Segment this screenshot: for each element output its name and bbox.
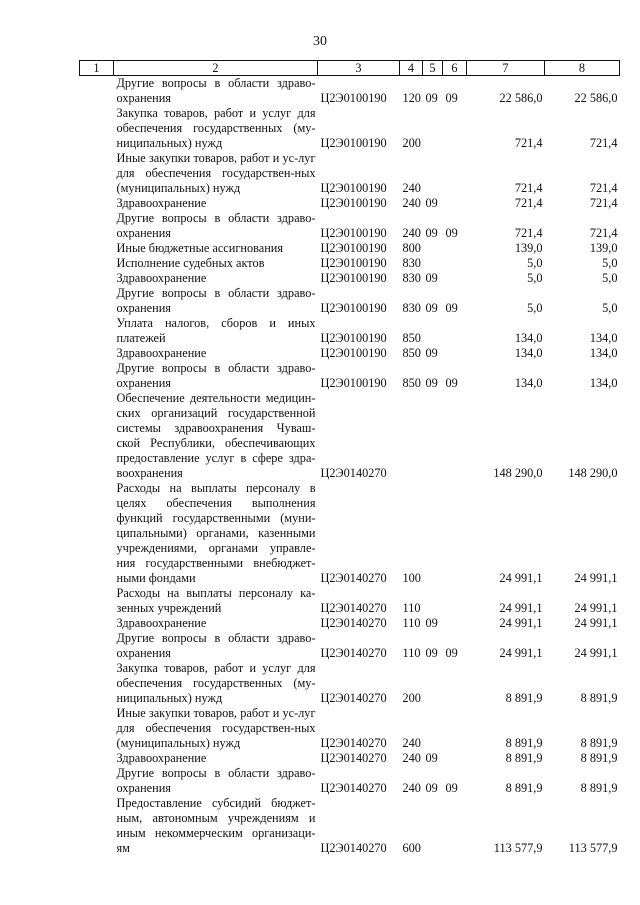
subsection-code: 09 xyxy=(445,91,458,105)
target-article-code: Ц2Э0140270 xyxy=(320,601,387,615)
column-header: 6 xyxy=(443,61,467,76)
subsection-code: 09 xyxy=(445,226,458,240)
table-row xyxy=(80,481,620,586)
target-article-code: Ц2Э0140270 xyxy=(320,616,387,630)
item-name: Обеспечение деятельности медицин-ских организаций государственной системы здравоохранения Чуваш-ской Республики, обеспечивающих предоставление услуг в сфере здра-воохранения xyxy=(116,391,316,480)
amount-col-7: 721,4 xyxy=(514,181,543,195)
section-code xyxy=(423,241,443,256)
expense-type-code: 240 xyxy=(402,226,421,240)
target-article-code: Ц2Э0140270 xyxy=(320,646,387,660)
target-article-code: Ц2Э0100190 xyxy=(320,181,387,195)
section-code xyxy=(423,106,443,151)
target-article-code: Ц2Э0100190 xyxy=(320,271,387,285)
row-number-cell xyxy=(80,751,114,766)
amount-col-8: 24 991,1 xyxy=(574,571,618,585)
amount-col-8: 5,0 xyxy=(602,301,618,315)
item-name: Другие вопросы в области здраво-охранения xyxy=(116,631,316,660)
amount-col-8: 24 991,1 xyxy=(574,601,618,615)
amount-col-7: 721,4 xyxy=(514,196,543,210)
table-row xyxy=(80,106,620,151)
amount-col-8: 721,4 xyxy=(589,196,618,210)
row-number-cell xyxy=(80,316,114,346)
section-code: 09 xyxy=(425,271,438,285)
amount-col-7: 134,0 xyxy=(514,331,543,345)
target-article-code: Ц2Э0140270 xyxy=(320,751,387,765)
row-number-cell xyxy=(80,196,114,211)
item-name: Другие вопросы в области здраво-охранения xyxy=(116,76,316,105)
column-header: 4 xyxy=(400,61,423,76)
target-article-code: Ц2Э0100190 xyxy=(320,136,387,150)
section-code: 09 xyxy=(425,301,438,315)
page-number: 30 xyxy=(313,34,327,49)
target-article-code: Ц2Э0140270 xyxy=(320,466,387,480)
section-code: 09 xyxy=(425,346,438,360)
target-article-code: Ц2Э0100190 xyxy=(320,376,387,390)
row-number-cell xyxy=(80,481,114,586)
subsection-code xyxy=(443,151,467,196)
section-code: 09 xyxy=(425,376,438,390)
amount-col-8: 148 290,0 xyxy=(568,466,618,480)
table-body xyxy=(80,76,620,857)
amount-col-8: 8 891,9 xyxy=(580,781,618,795)
amount-col-7: 24 991,1 xyxy=(499,571,543,585)
item-name: Другие вопросы в области здраво-охранения xyxy=(116,211,316,240)
item-name: Иные закупки товаров, работ и ус-луг для обеспечения государствен-ных (муниципальных) нужд xyxy=(116,706,316,750)
item-name: Здравоохранение xyxy=(116,196,207,210)
expense-type-code: 240 xyxy=(402,751,421,765)
subsection-code xyxy=(443,616,467,631)
table-row xyxy=(80,286,620,316)
subsection-code xyxy=(443,346,467,361)
table-row xyxy=(80,796,620,856)
section-code: 09 xyxy=(425,91,438,105)
amount-col-8: 22 586,0 xyxy=(574,91,618,105)
table-row xyxy=(80,391,620,481)
row-number-cell xyxy=(80,256,114,271)
amount-col-8: 721,4 xyxy=(589,181,618,195)
amount-col-8: 139,0 xyxy=(589,241,618,255)
item-name: Другие вопросы в области здраво-охранения xyxy=(116,766,316,795)
amount-col-7: 139,0 xyxy=(514,241,543,255)
amount-col-7: 5,0 xyxy=(527,271,543,285)
table-row xyxy=(80,211,620,241)
section-code: 09 xyxy=(425,616,438,630)
table-row xyxy=(80,241,620,256)
row-number-cell xyxy=(80,361,114,391)
expense-type-code: 830 xyxy=(402,256,421,270)
subsection-code xyxy=(443,706,467,751)
item-name: Другие вопросы в области здраво-охранения xyxy=(116,361,316,390)
row-number-cell xyxy=(80,706,114,751)
target-article-code: Ц2Э0100190 xyxy=(320,301,387,315)
amount-col-7: 721,4 xyxy=(514,226,543,240)
section-code: 09 xyxy=(425,646,438,660)
column-header: 3 xyxy=(318,61,400,76)
section-code xyxy=(423,586,443,616)
amount-col-8: 24 991,1 xyxy=(574,616,618,630)
expense-type-code: 110 xyxy=(402,646,421,660)
amount-col-8: 8 891,9 xyxy=(580,691,618,705)
row-number-cell xyxy=(80,76,114,107)
item-name: Здравоохранение xyxy=(116,751,207,765)
table-row xyxy=(80,361,620,391)
subsection-code: 09 xyxy=(445,376,458,390)
row-number-cell xyxy=(80,631,114,661)
row-number-cell xyxy=(80,586,114,616)
amount-col-7: 8 891,9 xyxy=(505,781,543,795)
section-code xyxy=(423,256,443,271)
target-article-code: Ц2Э0140270 xyxy=(320,841,387,855)
expense-type-code: 850 xyxy=(402,346,421,360)
subsection-code xyxy=(443,586,467,616)
amount-col-7: 24 991,1 xyxy=(499,646,543,660)
table-row xyxy=(80,256,620,271)
table-row xyxy=(80,706,620,751)
section-code xyxy=(423,316,443,346)
amount-col-8: 5,0 xyxy=(602,271,618,285)
expense-type-code: 830 xyxy=(402,301,421,315)
row-number-cell xyxy=(80,391,114,481)
expense-type-code: 600 xyxy=(402,841,421,855)
item-name: Здравоохранение xyxy=(116,271,207,285)
subsection-code: 09 xyxy=(445,781,458,795)
item-name: Здравоохранение xyxy=(116,346,207,360)
expense-type-code: 110 xyxy=(402,616,421,630)
amount-col-7: 24 991,1 xyxy=(499,616,543,630)
amount-col-8: 134,0 xyxy=(589,346,618,360)
item-name: Закупка товаров, работ и услуг для обеспечения государственных (му-ниципальных) нужд xyxy=(116,661,316,705)
table-row xyxy=(80,151,620,196)
amount-col-7: 134,0 xyxy=(514,346,543,360)
amount-col-8: 134,0 xyxy=(589,376,618,390)
expense-type-code: 240 xyxy=(402,736,421,750)
table-row xyxy=(80,766,620,796)
expense-type-code: 850 xyxy=(402,376,421,390)
table-row xyxy=(80,196,620,211)
column-header: 5 xyxy=(423,61,443,76)
expense-type-code: 200 xyxy=(402,136,421,150)
section-code: 09 xyxy=(425,226,438,240)
row-number-cell xyxy=(80,616,114,631)
amount-col-7: 8 891,9 xyxy=(505,751,543,765)
subsection-code xyxy=(443,391,467,481)
amount-col-7: 8 891,9 xyxy=(505,736,543,750)
table-row xyxy=(80,661,620,706)
expense-type-code: 830 xyxy=(402,271,421,285)
subsection-code xyxy=(443,481,467,586)
section-code xyxy=(423,661,443,706)
expense-type-code: 240 xyxy=(402,781,421,795)
target-article-code: Ц2Э0100190 xyxy=(320,241,387,255)
expense-type-code: 240 xyxy=(402,196,421,210)
item-name: Иные бюджетные ассигнования xyxy=(116,241,284,255)
amount-col-8: 8 891,9 xyxy=(580,751,618,765)
table-row xyxy=(80,271,620,286)
row-number-cell xyxy=(80,766,114,796)
amount-col-7: 5,0 xyxy=(527,256,543,270)
table-row xyxy=(80,631,620,661)
subsection-code xyxy=(443,796,467,856)
amount-col-7: 8 891,9 xyxy=(505,691,543,705)
item-name: Иные закупки товаров, работ и ус-луг для обеспечения государствен-ных (муниципальных) нужд xyxy=(116,151,316,195)
subsection-code xyxy=(443,106,467,151)
column-header: 1 xyxy=(80,61,114,76)
row-number-cell xyxy=(80,286,114,316)
expense-type-code: 120 xyxy=(402,91,421,105)
row-number-cell xyxy=(80,796,114,856)
expense-type-code: 850 xyxy=(402,331,421,345)
item-name: Расходы на выплаты персоналу ка-зенных учреждений xyxy=(116,586,316,615)
expense-type-code: 800 xyxy=(402,241,421,255)
table-row xyxy=(80,586,620,616)
subsection-code xyxy=(443,751,467,766)
subsection-code xyxy=(443,661,467,706)
column-header: 8 xyxy=(545,61,620,76)
section-code xyxy=(423,151,443,196)
subsection-code: 09 xyxy=(445,646,458,660)
amount-col-8: 24 991,1 xyxy=(574,646,618,660)
amount-col-8: 134,0 xyxy=(589,331,618,345)
item-name: Уплата налогов, сборов и иных платежей xyxy=(116,316,316,345)
amount-col-8: 5,0 xyxy=(602,256,618,270)
amount-col-8: 113 577,9 xyxy=(568,841,618,855)
column-header: 7 xyxy=(467,61,545,76)
subsection-code xyxy=(443,316,467,346)
column-header: 2 xyxy=(114,61,318,76)
section-code xyxy=(423,706,443,751)
table-row xyxy=(80,616,620,631)
amount-col-7: 148 290,0 xyxy=(493,466,543,480)
subsection-code xyxy=(443,196,467,211)
section-code xyxy=(423,391,443,481)
target-article-code: Ц2Э0100190 xyxy=(320,256,387,270)
subsection-code xyxy=(443,256,467,271)
amount-col-7: 134,0 xyxy=(514,376,543,390)
section-code xyxy=(423,481,443,586)
amount-col-7: 113 577,9 xyxy=(493,841,543,855)
section-code xyxy=(423,796,443,856)
item-name: Закупка товаров, работ и услуг для обеспечения государственных (му-ниципальных) нужд xyxy=(116,106,316,150)
row-number-cell xyxy=(80,211,114,241)
row-number-cell xyxy=(80,346,114,361)
subsection-code xyxy=(443,271,467,286)
expense-type-code: 110 xyxy=(402,601,421,615)
target-article-code: Ц2Э0100190 xyxy=(320,91,387,105)
subsection-code: 09 xyxy=(445,301,458,315)
amount-col-7: 22 586,0 xyxy=(499,91,543,105)
section-code: 09 xyxy=(425,751,438,765)
expense-type-code: 240 xyxy=(402,181,421,195)
expense-type-code: 100 xyxy=(402,571,421,585)
row-number-cell xyxy=(80,241,114,256)
target-article-code: Ц2Э0100190 xyxy=(320,331,387,345)
budget-table xyxy=(79,60,620,856)
expense-type-code: 200 xyxy=(402,691,421,705)
target-article-code: Ц2Э0140270 xyxy=(320,736,387,750)
amount-col-8: 721,4 xyxy=(589,226,618,240)
table-row xyxy=(80,316,620,346)
expense-type-code xyxy=(400,391,423,481)
amount-col-8: 8 891,9 xyxy=(580,736,618,750)
target-article-code: Ц2Э0140270 xyxy=(320,691,387,705)
item-name: Другие вопросы в области здраво-охранения xyxy=(116,286,316,315)
table-row xyxy=(80,76,620,107)
amount-col-7: 5,0 xyxy=(527,301,543,315)
item-name: Здравоохранение xyxy=(116,616,207,630)
subsection-code xyxy=(443,241,467,256)
row-number-cell xyxy=(80,106,114,151)
row-number-cell xyxy=(80,271,114,286)
target-article-code: Ц2Э0100190 xyxy=(320,226,387,240)
target-article-code: Ц2Э0100190 xyxy=(320,196,387,210)
amount-col-8: 721,4 xyxy=(589,136,618,150)
item-name: Исполнение судебных актов xyxy=(116,256,265,270)
section-code: 09 xyxy=(425,196,438,210)
row-number-cell xyxy=(80,151,114,196)
amount-col-7: 24 991,1 xyxy=(499,601,543,615)
amount-col-7: 721,4 xyxy=(514,136,543,150)
item-name: Расходы на выплаты персоналу в целях обеспечения выполнения функций государственными (муни-ципальными) органами, казенными учреждениями, органами управле-ния государственными внебюджет-ными фондами xyxy=(116,481,316,585)
section-code: 09 xyxy=(425,781,438,795)
row-number-cell xyxy=(80,661,114,706)
table-row xyxy=(80,751,620,766)
target-article-code: Ц2Э0140270 xyxy=(320,571,387,585)
column-number-header-row xyxy=(80,61,620,76)
target-article-code: Ц2Э0140270 xyxy=(320,781,387,795)
target-article-code: Ц2Э0100190 xyxy=(320,346,387,360)
item-name: Предоставление субсидий бюджет-ным, автономным учреждениям и иным некоммерческим организаци-ям xyxy=(116,796,316,855)
table-row xyxy=(80,346,620,361)
